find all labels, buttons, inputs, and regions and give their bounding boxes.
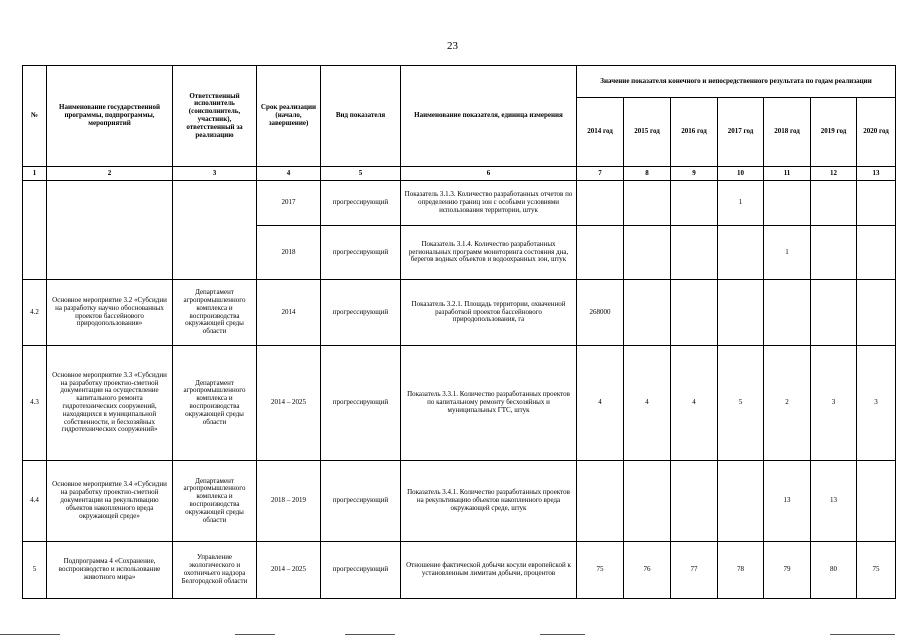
row-number <box>23 181 47 280</box>
column-number: 9 <box>671 167 718 181</box>
row-value: 3 <box>811 346 857 461</box>
row-value: 78 <box>718 542 764 599</box>
row-term: 2014 – 2025 <box>257 346 321 461</box>
column-number: 6 <box>401 167 577 181</box>
row-number: 4.4 <box>23 461 47 542</box>
row-indicator: Показатель 3.1.3. Количество разработанных отчетов по определению границ зон с особыми условиями использования территории, штук <box>401 181 577 226</box>
row-responsible: Управление экологического и охотничьего надзора Белгородской области <box>173 542 257 599</box>
row-value <box>671 280 718 346</box>
row-value <box>577 226 624 280</box>
row-value: 5 <box>718 346 764 461</box>
row-name: Основное мероприятие 3.3 «Субсидии на разработку проектно-сметной документации на осуществление капитального ремонта гидротехнических сооружений, находящихся в муниципальной собственности, и бесхозяйных гидротехнических сооружений» <box>47 346 173 461</box>
header-type: Вид показателя <box>321 66 401 167</box>
row-term: 2018 – 2019 <box>257 461 321 542</box>
row-value <box>764 280 811 346</box>
row-number: 5 <box>23 542 47 599</box>
column-number: 12 <box>811 167 857 181</box>
row-value: 13 <box>811 461 857 542</box>
column-number: 7 <box>577 167 624 181</box>
row-value <box>857 280 896 346</box>
header-no: № <box>23 66 47 167</box>
row-value <box>671 461 718 542</box>
row-value <box>857 226 896 280</box>
row-responsible: Департамент агропромышленного комплекса и воспроизводства окружающей среды области <box>173 280 257 346</box>
scan-mark <box>540 634 585 635</box>
row-value <box>718 280 764 346</box>
column-number: 5 <box>321 167 401 181</box>
row-indicator: Показатель 3.4.1. Количество разработанных проектов на рекультивацию объектов накопленного вреда окружающей среде, штук <box>401 461 577 542</box>
scan-mark <box>345 634 395 635</box>
row-type: прогрессирующий <box>321 280 401 346</box>
row-value: 77 <box>671 542 718 599</box>
row-value: 75 <box>577 542 624 599</box>
header-name: Наименование государственной программы, подпрограммы, мероприятий <box>47 66 173 167</box>
row-responsible: Департамент агропромышленного комплекса и воспроизводства окружающей среды области <box>173 346 257 461</box>
row-value <box>577 461 624 542</box>
row-value: 1 <box>718 181 764 226</box>
row-type: прогрессирующий <box>321 226 401 280</box>
row-value: 4 <box>671 346 718 461</box>
page-number: 23 <box>447 40 458 52</box>
header-year: 2017 год <box>718 98 764 167</box>
row-value <box>624 181 671 226</box>
row-name: Основное мероприятие 3.4 «Субсидии на разработку проектно-сметной документации на рекультивацию объектов накопленного вреда окружающей среде» <box>47 461 173 542</box>
column-number: 1 <box>23 167 47 181</box>
header-term: Срок реализации (начало, завершение) <box>257 66 321 167</box>
row-value <box>624 280 671 346</box>
row-value <box>811 280 857 346</box>
row-value <box>671 181 718 226</box>
table-row <box>23 461 896 542</box>
column-number: 2 <box>47 167 173 181</box>
row-responsible: Департамент агропромышленного комплекса и воспроизводства окружающей среды области <box>173 461 257 542</box>
row-indicator: Отношение фактической добычи косули европейской к установленным лимитам добычи, процентов <box>401 542 577 599</box>
header-year: 2019 год <box>811 98 857 167</box>
row-value <box>857 181 896 226</box>
table-row <box>23 542 896 599</box>
row-name: Основное мероприятие 3.2 «Субсидии на разработку научно обоснованных проектов бассейнового природопользования» <box>47 280 173 346</box>
column-number: 13 <box>857 167 896 181</box>
row-responsible <box>173 181 257 280</box>
row-number: 4.3 <box>23 346 47 461</box>
row-value: 76 <box>624 542 671 599</box>
row-type: прогрессирующий <box>321 461 401 542</box>
row-value <box>577 181 624 226</box>
header-year: 2020 год <box>857 98 896 167</box>
scan-mark <box>830 634 895 635</box>
header-year: 2016 год <box>671 98 718 167</box>
column-number: 8 <box>624 167 671 181</box>
row-value: 268000 <box>577 280 624 346</box>
column-number: 4 <box>257 167 321 181</box>
row-value: 80 <box>811 542 857 599</box>
row-term: 2014 – 2025 <box>257 542 321 599</box>
row-value: 2 <box>764 346 811 461</box>
row-value <box>671 226 718 280</box>
scan-mark <box>0 634 60 635</box>
row-term: 2018 <box>257 226 321 280</box>
row-term: 2014 <box>257 280 321 346</box>
table-row <box>23 280 896 346</box>
row-value <box>718 461 764 542</box>
row-value <box>857 461 896 542</box>
row-name <box>47 181 173 280</box>
row-type: прогрессирующий <box>321 346 401 461</box>
row-type: прогрессирующий <box>321 181 401 226</box>
row-term: 2017 <box>257 181 321 226</box>
table-row <box>23 346 896 461</box>
row-indicator: Показатель 3.1.4. Количество разработанных региональных программ мониторинга состояния дна, берегов водных объектов и водоохранных зон, штук <box>401 226 577 280</box>
row-value <box>718 226 764 280</box>
header-year: 2015 год <box>624 98 671 167</box>
row-value: 79 <box>764 542 811 599</box>
scan-mark <box>235 634 275 635</box>
row-value: 4 <box>577 346 624 461</box>
row-value <box>764 181 811 226</box>
row-value: 75 <box>857 542 896 599</box>
row-name: Подпрограмма 4 «Сохранение, воспроизводство и использование животного мира» <box>47 542 173 599</box>
header-responsible: Ответственный исполнитель (соисполнитель, участник), ответственный за реализацию <box>173 66 257 167</box>
header-values: Значение показателя конечного и непосредственного результата по годам реализации <box>577 66 896 98</box>
row-indicator: Показатель 3.2.1. Площадь территории, охваченной разработкой проектов бассейнового природопользования, га <box>401 280 577 346</box>
row-value: 1 <box>764 226 811 280</box>
row-type: прогрессирующий <box>321 542 401 599</box>
table-row <box>23 181 896 226</box>
column-number: 3 <box>173 167 257 181</box>
header-indicator: Наименование показателя, единица измерения <box>401 66 577 167</box>
row-indicator: Показатель 3.3.1. Количество разработанных проектов по капитальному ремонту бесхозяйных и муниципальных ГТС, штук <box>401 346 577 461</box>
column-number: 11 <box>764 167 811 181</box>
row-value: 13 <box>764 461 811 542</box>
header-year: 2018 год <box>764 98 811 167</box>
row-value <box>624 226 671 280</box>
row-value: 4 <box>624 346 671 461</box>
row-value <box>811 181 857 226</box>
row-value: 3 <box>857 346 896 461</box>
indicators-table <box>22 65 896 599</box>
row-value <box>624 461 671 542</box>
header-year: 2014 год <box>577 98 624 167</box>
row-number: 4.2 <box>23 280 47 346</box>
column-number: 10 <box>718 167 764 181</box>
row-value <box>811 226 857 280</box>
